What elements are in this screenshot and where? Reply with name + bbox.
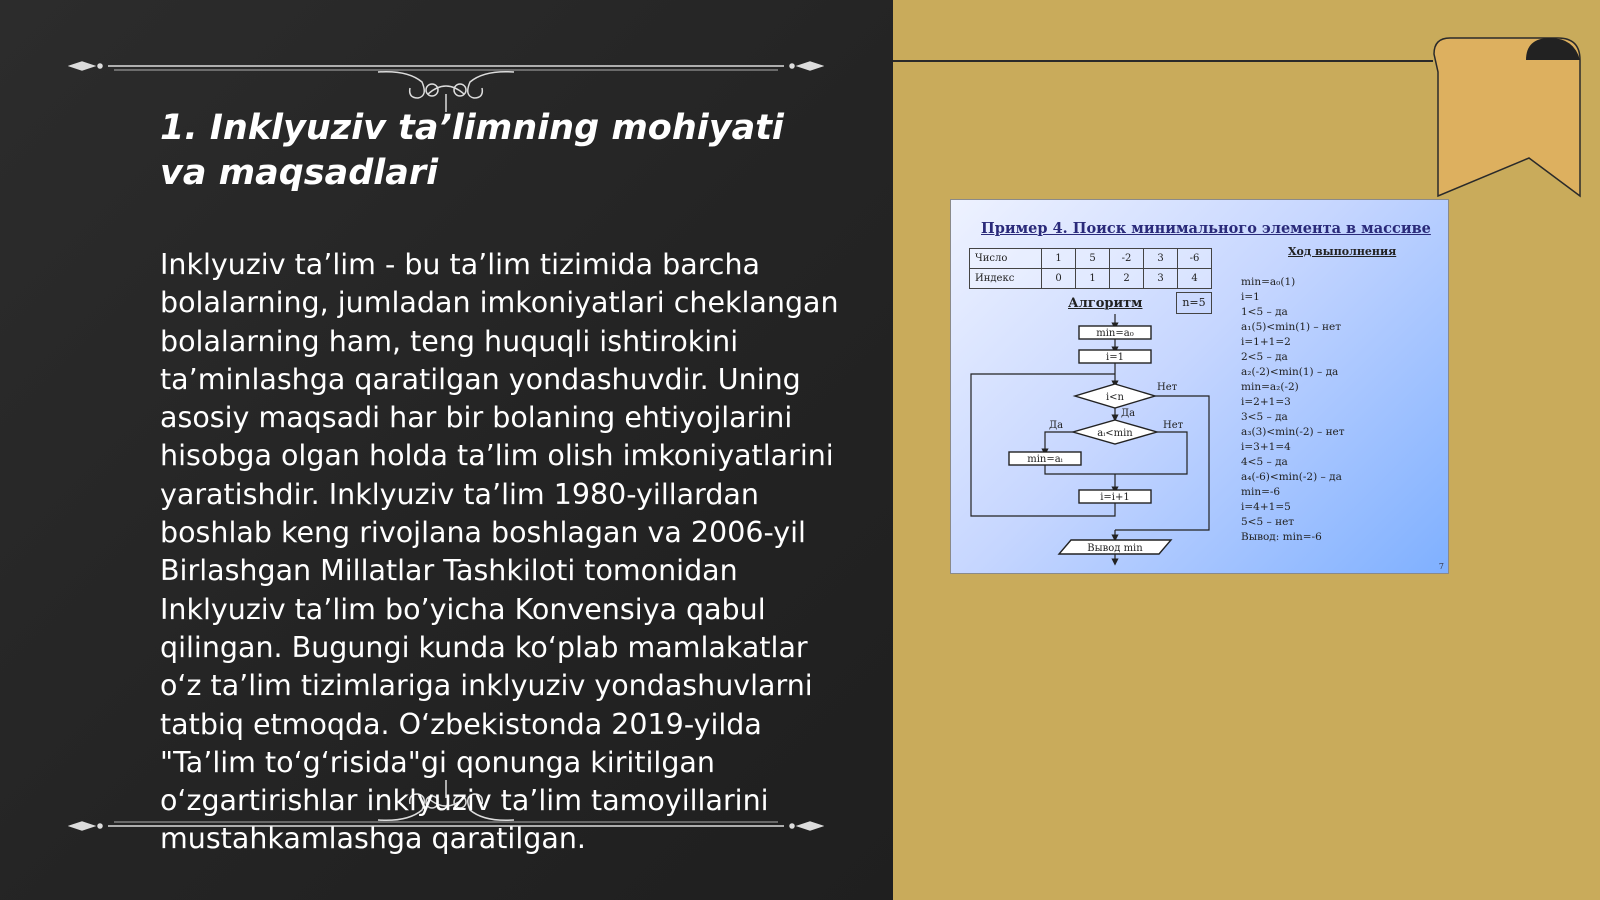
table-cell: -6 [1178,249,1212,269]
algorithm-label: Алгоритм [1068,296,1143,311]
bookmark-ribbon-decoration [1430,36,1600,200]
list-item: min=-6 [1241,486,1281,498]
table-cell: Число [970,249,1042,269]
table-cell: 3 [1144,269,1178,289]
list-item: a₃(3)<min(-2) – нет [1241,426,1345,438]
slide-title: 1. Inklyuziv ta’limning mohiyati va maqsadlari [160,108,784,193]
gold-panel-rule-line [893,60,1433,62]
list-item: 5<5 – нет [1241,516,1295,528]
list-item: a₁(5)<min(1) – нет [1241,321,1342,333]
list-item: 3<5 – да [1241,411,1288,423]
flow-min-condition-text: aᵢ<min [1097,428,1133,439]
table-cell: 1 [1042,249,1076,269]
image-title: Пример 4. Поиск минимального элемента в массиве [981,220,1431,237]
list-item: 2<5 – да [1241,351,1288,363]
list-item: i=1+1=2 [1241,336,1291,348]
flow-init-text: min=a₀ [1096,328,1134,339]
flow-loop-condition-text: i<n [1105,392,1125,403]
list-item: min=a₀(1) [1241,276,1296,288]
slide-body-text: Inklyuziv ta’lim - bu ta’lim tizimida barcha bolalarning, jumladan imkoniyatlari cheklangan bolalarning ham, teng huquqli ishtirokini ta’minlashga qaratilgan yondashuvdir. Uning asosiy maqsadi har bir bolaning ehtiyojlarini hisobga olgan holda ta’lim olish imkoniyatlarini yaratishdir. Inklyuziv ta’lim 1980-yillardan boshlab keng rivojlana boshlagan va 2006-yil Birlashgan Millatlar Tashkiloti tomonidan Inklyuziv ta’lim bo’yicha Konvensiya qabul qilingan. Bugungi kunda ko‘plab mamlakatlar o‘z ta’lim tizimlariga inklyuziv yondashuvlarni tatbiq etmoqda. O‘zbekistonda 2019-yilda "Ta’lim to‘g‘risida"gi qonunga kiritilgan o‘zgartirishlar inklyuziv ta’lim tamoyillarini mustahkamlashga qaratilgan. [160,248,839,856]
table-cell: 5 [1076,249,1110,269]
table-cell: 2 [1110,269,1144,289]
list-item: 4<5 – да [1241,456,1288,468]
table-cell: 3 [1144,249,1178,269]
flow-no-label: Нет [1163,420,1184,431]
list-item: Вывод: min=-6 [1241,531,1322,543]
execution-steps-list [1241,275,1345,545]
n-value-box: n=5 [1176,292,1212,314]
steps-header: Ход выполнения [1288,245,1397,258]
flow-increment-text: i=i+1 [1100,492,1130,503]
flow-output-text: Вывод min [1087,543,1143,554]
list-item: i=4+1=5 [1241,501,1291,513]
table-cell: Индекс [970,269,1042,289]
image-page-number: 7 [1438,562,1444,571]
flow-yes-label: Да [1121,408,1136,419]
table-cell: 4 [1178,269,1212,289]
flow-yes-label: Да [1049,420,1064,431]
table-cell: 1 [1076,269,1110,289]
list-item: min=a₂(-2) [1241,381,1299,393]
algorithm-example-image [950,199,1449,574]
flow-assign-text: min=aᵢ [1027,454,1063,465]
list-item: a₂(-2)<min(1) – да [1241,366,1339,378]
list-item: i=2+1=3 [1241,396,1291,408]
flow-no-label: Нет [1157,382,1178,393]
list-item: i=1 [1241,291,1260,303]
list-item: 1<5 – да [1241,306,1288,318]
list-item: a₄(-6)<min(-2) – да [1241,471,1342,483]
table-cell: -2 [1110,249,1144,269]
flowchart [951,200,1231,575]
flow-i-init-text: i=1 [1106,352,1124,363]
table-cell: 0 [1042,269,1076,289]
list-item: i=3+1=4 [1241,441,1291,453]
